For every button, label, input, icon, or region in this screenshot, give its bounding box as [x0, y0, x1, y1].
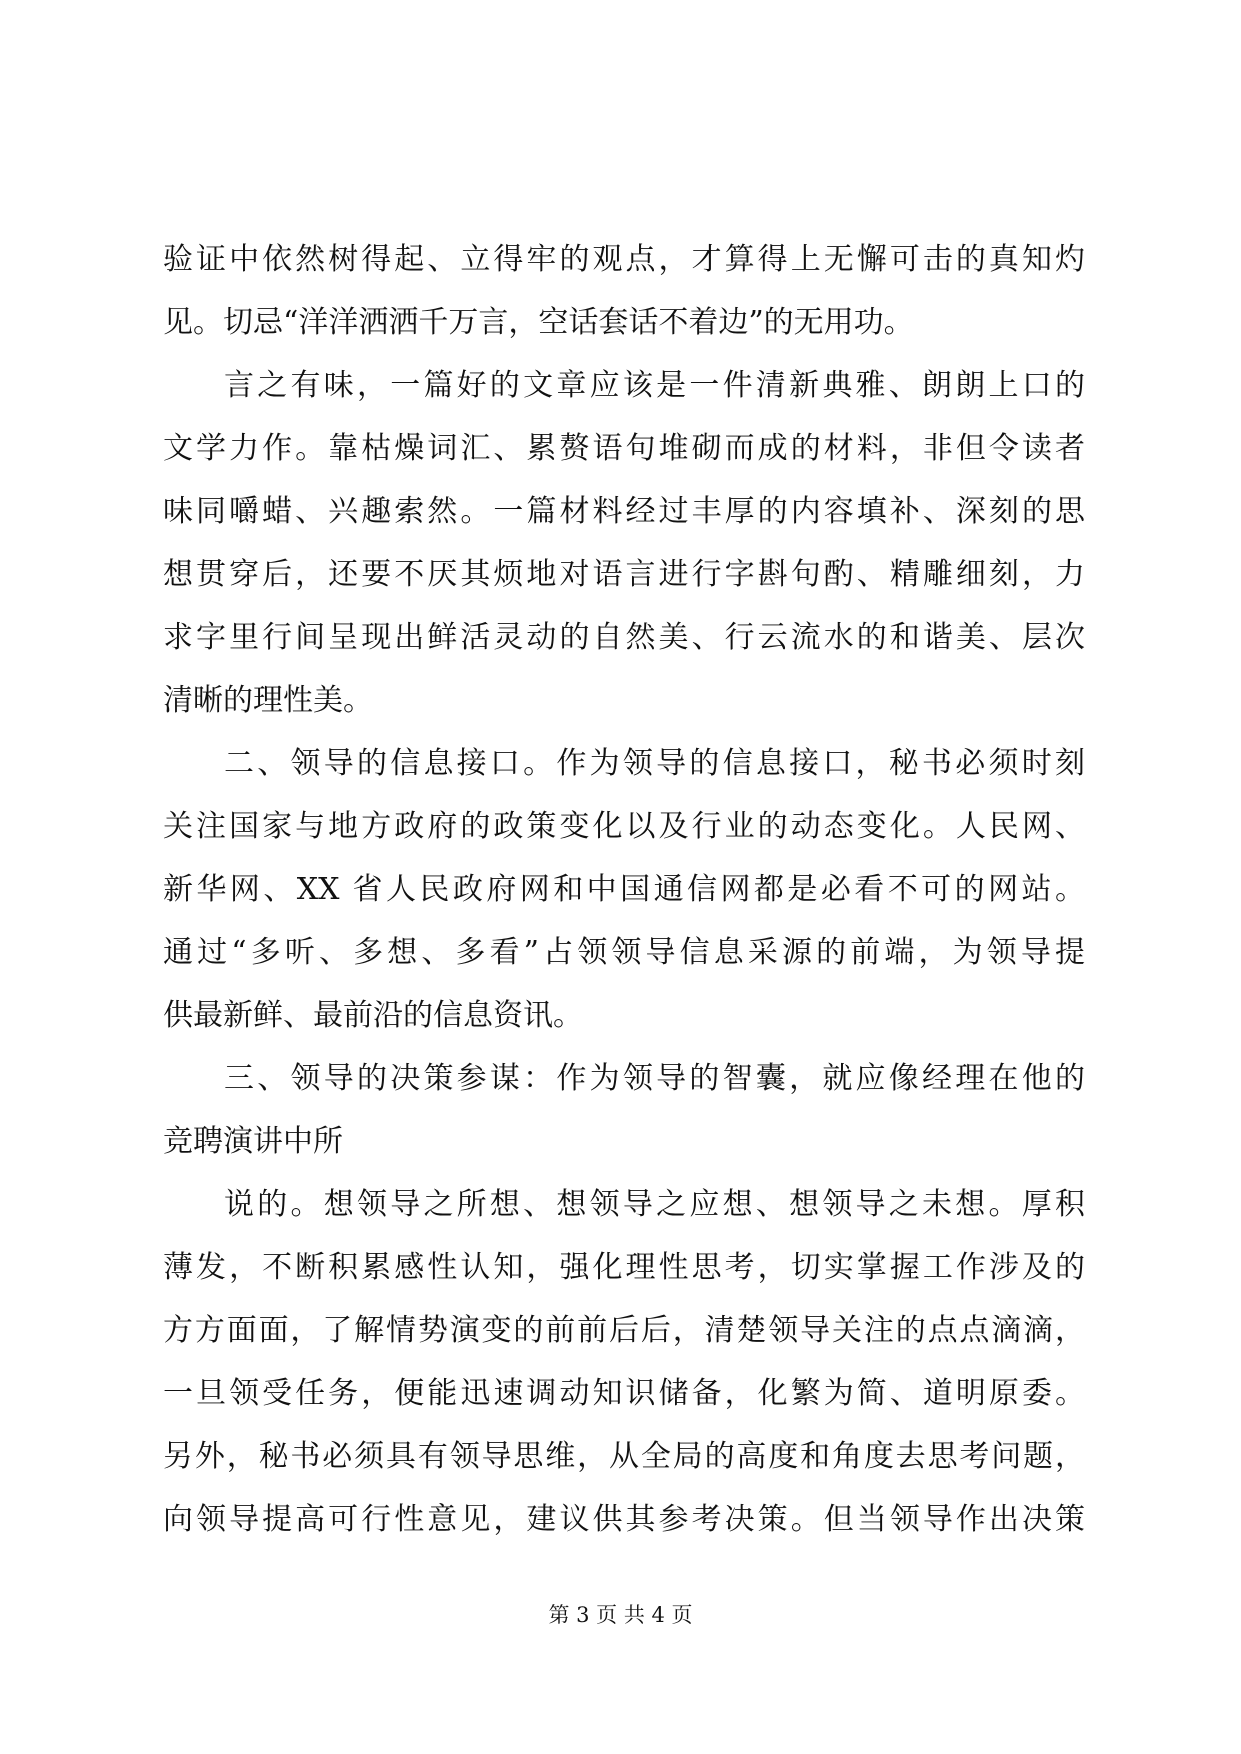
text-line: 薄发，不断积累感性认知，强化理性思考，切实掌握工作涉及的 — [163, 1250, 1085, 1285]
text-line: 供最新鲜、最前沿的信息资讯。 — [163, 998, 583, 1033]
text-line: 清晰的理性美。 — [163, 683, 373, 718]
text-line: 二、领导的信息接口。作为领导的信息接口，秘书必须时刻 — [224, 746, 1085, 781]
text-line: 另外，秘书必须具有领导思维，从全局的高度和角度去思考问题， — [163, 1439, 1085, 1474]
text-line: 文学力作。靠枯燥词汇、累赘语句堆砌而成的材料，非但令读者 — [163, 431, 1085, 466]
document-body — [163, 228, 1085, 1551]
text-line: 一旦领受任务，便能迅速调动知识储备，化繁为简、道明原委。 — [163, 1376, 1085, 1411]
text-line: 验证中依然树得起、立得牢的观点，才算得上无懈可击的真知灼 — [163, 242, 1085, 277]
text-line: 关注国家与地方政府的政策变化以及行业的动态变化。人民网、 — [163, 809, 1085, 844]
page-number-footer: 第 3 页 共 4 页 — [548, 1603, 693, 1627]
text-line: 味同嚼蜡、兴趣索然。一篇材料经过丰厚的内容填补、深刻的思 — [163, 494, 1085, 529]
text-line: 新华网、XX 省人民政府网和中国通信网都是必看不可的网站。 — [163, 872, 1085, 907]
text-line: 向领导提高可行性意见，建议供其参考决策。但当领导作出决策 — [163, 1502, 1085, 1537]
text-line: 说的。想领导之所想、想领导之应想、想领导之未想。厚积 — [224, 1187, 1085, 1222]
text-line: 想贯穿后，还要不厌其烦地对语言进行字斟句酌、精雕细刻，力 — [163, 557, 1085, 592]
text-line: 方方面面，了解情势演变的前前后后，清楚领导关注的点点滴滴， — [163, 1313, 1085, 1348]
text-line: 通过“多听、多想、多看”占领领导信息采源的前端，为领导提 — [163, 935, 1085, 970]
text-line: 竞聘演讲中所 — [163, 1124, 343, 1159]
text-line: 求字里行间呈现出鲜活灵动的自然美、行云流水的和谐美、层次 — [163, 620, 1085, 655]
text-line: 言之有味，一篇好的文章应该是一件清新典雅、朗朗上口的 — [224, 368, 1085, 403]
text-line: 三、领导的决策参谋：作为领导的智囊，就应像经理在他的 — [224, 1061, 1085, 1096]
text-line: 见。切忌“洋洋洒洒千万言，空话套话不着边”的无用功。 — [163, 305, 914, 340]
